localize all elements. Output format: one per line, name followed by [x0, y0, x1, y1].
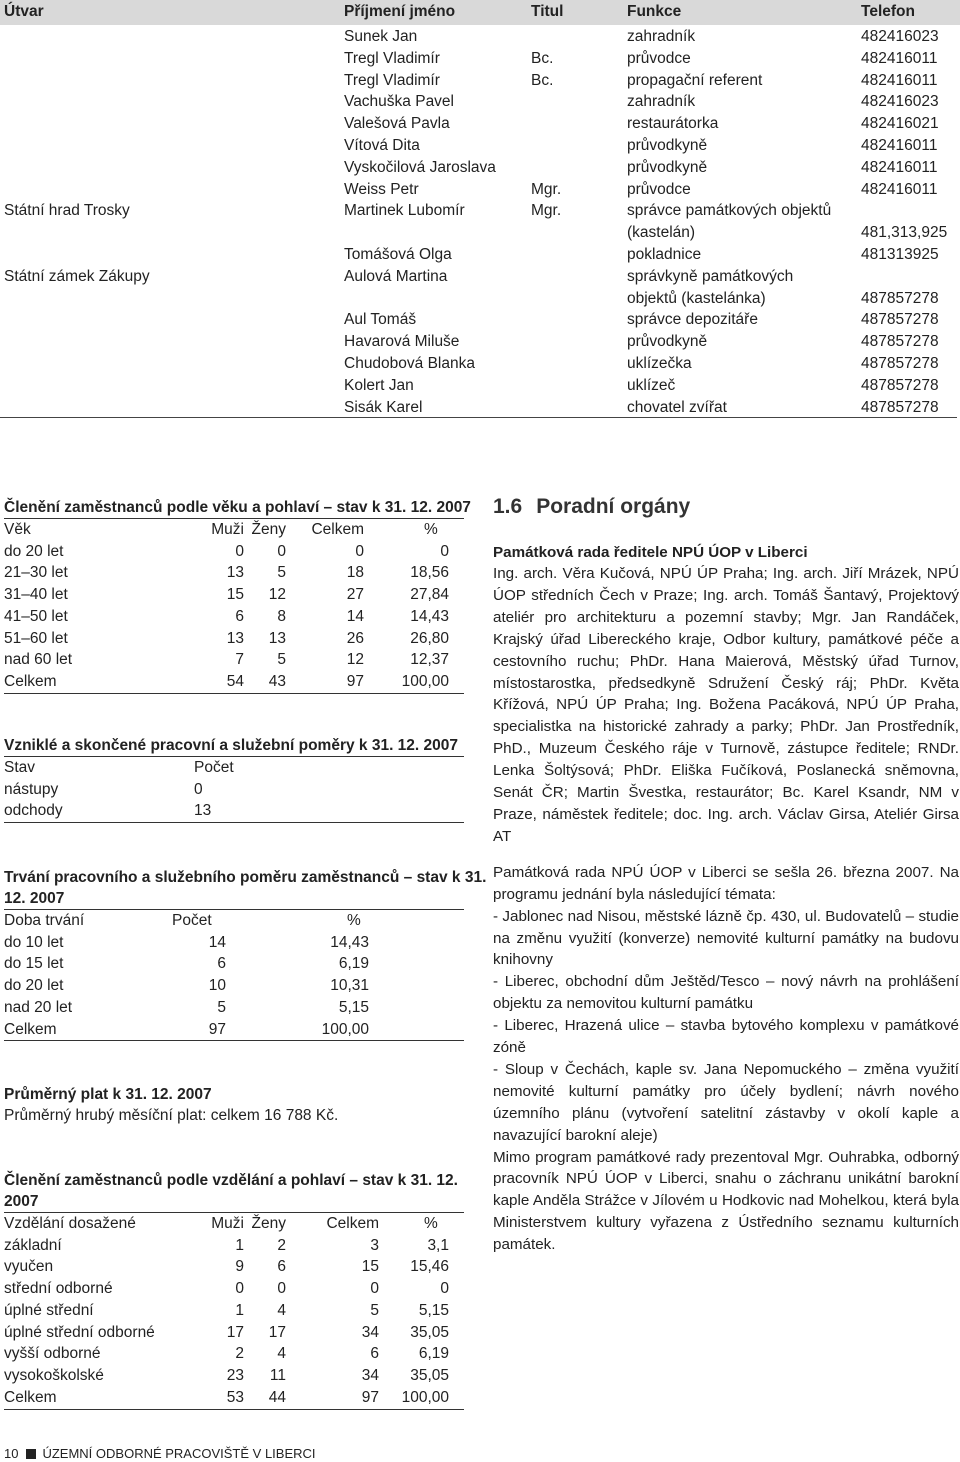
age_table-cell: 0	[355, 542, 364, 560]
education_table-cell: 97	[361, 1389, 379, 1407]
duration_table-row	[4, 932, 464, 954]
education_table-cell: základní	[4, 1236, 62, 1254]
education_table-row	[4, 1235, 464, 1257]
page-number: 10	[4, 1446, 19, 1461]
duration_table-cell: 10,31	[330, 977, 369, 995]
duration_table-header-cell: Doba trvání	[4, 912, 85, 929]
education_table-cell: 15,46	[410, 1258, 449, 1276]
employment_table-header	[4, 756, 464, 779]
age_table-cell: 26	[346, 629, 364, 647]
age_table-cell: 26,80	[410, 629, 449, 647]
age_table-cell: do 20 let	[4, 542, 64, 560]
age_table-header	[4, 518, 464, 541]
meeting-intro: Památková rada NPÚ ÚOP v Liberci se sešla 26. března 2007. Na programu jednání byla následující témata:	[493, 863, 959, 903]
age_table-cell: 0	[440, 542, 449, 560]
staff-row	[0, 69, 960, 91]
staff-name: Weiss Petr	[344, 180, 419, 198]
age_table-cell: 41–50 let	[4, 607, 68, 625]
age_table-row	[4, 649, 464, 671]
staff-name: Havarová Miluše	[344, 333, 460, 351]
age_table-header-cell: Celkem	[311, 521, 364, 538]
age_table-header-cell: Muži	[211, 521, 244, 538]
square-bullet-icon	[26, 1449, 36, 1459]
staff-funkce: restaurátorka	[627, 115, 719, 133]
education_table-row	[4, 1278, 464, 1300]
staff-telefon: 482416023	[861, 93, 939, 111]
duration_table-cell: 10	[208, 977, 226, 995]
staff-name: Aul Tomáš	[344, 311, 417, 329]
staff-row	[0, 396, 960, 418]
employment-table	[4, 756, 464, 823]
age_table-row	[4, 606, 464, 628]
education_table-cell: 0	[440, 1280, 449, 1298]
education_table-row	[4, 1387, 464, 1410]
education_table-cell: 35,05	[410, 1367, 449, 1385]
staff-funkce: zahradník	[627, 28, 696, 45]
duration_table-cell: do 10 let	[4, 933, 64, 951]
council-subheading: Památková rada ředitele NPÚ ÚOP v Liberci	[493, 544, 808, 561]
age-table-title: Členění zaměstnanců podle věku a pohlaví – stav k 31. 12. 2007	[4, 499, 471, 516]
duration_table-cell: 6	[217, 955, 226, 973]
staff-name: Martinek Lubomír	[344, 202, 465, 220]
header-telefon: Telefon	[861, 3, 915, 20]
section-heading	[493, 492, 959, 522]
staff-funkce: průvodkyně	[627, 158, 708, 176]
staff-funkce: uklízeč	[627, 376, 676, 394]
staff-telefon: 487857278	[861, 354, 939, 372]
education_table-cell: úplné střední odborné	[4, 1323, 155, 1341]
age_table-cell: 5	[277, 564, 286, 582]
employment-table-title: Vzniklé a skončené pracovní a služební poměry k 31. 12. 2007	[4, 737, 459, 754]
age_table-row	[4, 584, 464, 606]
staff-telefon: 487857278	[861, 311, 939, 329]
staff-telefon: 487857278	[861, 333, 939, 351]
staff-telefon: 482416011	[861, 158, 938, 176]
duration_table-header-cell: Počet	[172, 912, 212, 929]
age-table	[4, 518, 464, 694]
staff-funkce: propagační referent	[627, 71, 763, 89]
employment_table-cell: nástupy	[4, 780, 59, 798]
duration_table-cell: 5	[217, 998, 226, 1016]
education_table-cell: 4	[277, 1301, 286, 1319]
staff-funkce: průvodkyně	[627, 136, 708, 154]
staff-table-bottom-rule	[0, 417, 957, 418]
age_table-cell: 18,56	[410, 564, 449, 582]
age_table-cell: 0	[277, 542, 286, 560]
duration_table-cell: 97	[208, 1020, 226, 1038]
age_table-cell: 7	[235, 651, 244, 669]
staff-telefon: 487857278	[861, 376, 939, 394]
age_table-cell: 0	[235, 542, 244, 560]
education-table	[4, 1212, 464, 1410]
section-number: 1.6	[493, 495, 523, 518]
staff-row	[0, 112, 960, 134]
staff-telefon: 487857278	[861, 289, 939, 307]
staff-funkce: zahradník	[627, 93, 696, 111]
topic-4: - Sloup v Čechách, kaple sv. Jana Nepomuckého – změna využití nemovité kulturní památky pro účely bydlení; návrh nového územního plánu (vytvoření satelitní zástavby v okolí kaple a navazující barokní aleje)	[493, 1060, 959, 1144]
age_table-row	[4, 628, 464, 650]
staff-name: Tregl Vladimír	[344, 71, 440, 89]
education_table-row	[4, 1343, 464, 1365]
education_table-cell: 1	[235, 1301, 244, 1319]
education-table-block	[4, 1170, 464, 1410]
staff-utvar: Státní hrad Trosky	[4, 202, 130, 220]
education_table-header-cell: Muži	[211, 1215, 244, 1232]
duration-table	[4, 909, 464, 1041]
education_table-cell: 6	[370, 1345, 379, 1363]
age_table-cell: 13	[226, 564, 244, 582]
staff-funkce: průvodce	[627, 49, 691, 67]
staff-row	[0, 352, 960, 374]
staff-name: Valešová Pavla	[344, 115, 450, 133]
duration-table-title-2: 12. 2007	[4, 890, 65, 907]
duration-table-title-1: Trvání pracovního a služebního poměru zaměstnanců – stav k 31.	[4, 869, 487, 886]
staff-titul: Bc.	[531, 49, 554, 67]
education_table-cell: 9	[235, 1258, 244, 1276]
age_table-cell: 14	[346, 607, 364, 625]
staff-row	[0, 47, 960, 69]
staff-row	[0, 156, 960, 178]
age_table-cell: 54	[226, 673, 244, 691]
staff-funkce: správce památkových objektů	[627, 202, 832, 220]
staff-telefon: 487857278	[861, 398, 939, 416]
staff-row	[0, 265, 960, 309]
age_table-row	[4, 671, 464, 694]
staff-table-header	[0, 0, 960, 25]
staff-row	[0, 374, 960, 396]
education_table-cell: 0	[235, 1280, 244, 1298]
staff-row	[0, 25, 960, 47]
age_table-cell: 13	[268, 629, 286, 647]
duration_table-row	[4, 1019, 464, 1042]
education_table-cell: 5	[370, 1301, 379, 1319]
education_table-cell: 53	[226, 1389, 244, 1407]
staff-telefon: 481313925	[861, 245, 939, 263]
staff-row	[0, 178, 960, 200]
salary-title: Průměrný plat k 31. 12. 2007	[4, 1086, 212, 1103]
duration_table-cell: do 15 let	[4, 955, 64, 973]
staff-name: Vyskočilová Jaroslava	[344, 158, 496, 176]
education_table-cell: 44	[268, 1389, 286, 1407]
duration_table-row	[4, 975, 464, 997]
staff-name: Kolert Jan	[344, 376, 414, 394]
age_table-cell: 12,37	[410, 651, 449, 669]
age_table-header-cell: %	[424, 521, 438, 538]
staff-row	[0, 330, 960, 352]
council-members: Ing. arch. Věra Kučová, NPÚ ÚP Praha; Ing. arch. Jiří Mrázek, NPÚ ÚOP středních Čech v Praze; Ing. arch. Tomáš Šantavý, Projektový ateliér pro architekturu a pozemní stavby; Mgr. Jan Randáček, Krajský úřad Libereckého kraje, Odbor kultury, památkové péče a cestovního ruchu; PhDr. Hana Maierová, Městský úřad Turnov, místostarostka, předsedkyně Sdružení Český ráj; PhDr. Květa Křížová, NPÚ ÚP Praha; Ing. Božena Pacáková, NPÚ ÚP Praha, specialistka na historické zahrady a parky; PhDr. Jan Prostředník, PhD., Muzeum Českého ráje v Turnově, zástupce ředitele; RNDr. Lenka Šoltýsová; PhDr. Eliška Fučíková, Poslanecká sněmovna, Senát ČR; Martin Švestka, restaurátor; Bc. Karel Ksandr, NM v Praze, náměstek ředitele; doc. Ing. arch. Václav Girsa, Ateliér Girsa AT	[493, 565, 959, 845]
staff-funkce: průvodce	[627, 180, 691, 198]
education_table-cell: 6	[277, 1258, 286, 1276]
education_table-row	[4, 1365, 464, 1387]
age_table-header-cell: Ženy	[251, 521, 286, 538]
staff-telefon: 482416021	[861, 115, 939, 133]
header-titul: Titul	[531, 3, 564, 20]
education_table-cell: úplné střední	[4, 1301, 94, 1319]
education_table-cell: 1	[235, 1236, 244, 1254]
education_table-row	[4, 1322, 464, 1344]
staff-telefon: 482416011	[861, 136, 938, 154]
education_table-cell: 35,05	[410, 1323, 449, 1341]
staff-row	[0, 134, 960, 156]
age_table-cell: 21–30 let	[4, 564, 68, 582]
staff-name: Tomášová Olga	[344, 245, 452, 263]
age_table-cell: 43	[268, 673, 286, 691]
duration_table-header-cell: %	[347, 912, 361, 929]
education_table-cell: střední odborné	[4, 1280, 113, 1298]
education_table-cell: 3	[370, 1236, 379, 1254]
staff-utvar: Státní zámek Zákupy	[4, 267, 150, 285]
education_table-cell: 17	[268, 1323, 286, 1341]
education_table-cell: 3,1	[427, 1236, 449, 1254]
header-funkce: Funkce	[627, 3, 682, 20]
topic-1: - Jablonec nad Nisou, městské lázně čp. 430, ul. Budovatelů – studie na změnu využití (konverze) nemovité kulturní památky na budovu knihovny	[493, 907, 959, 969]
salary-text: Průměrný hrubý měsíční plat: celkem 16 788 Kč.	[4, 1107, 339, 1124]
age_table-cell: 5	[277, 651, 286, 669]
education_table-header	[4, 1212, 464, 1235]
education_table-header-cell: Ženy	[251, 1215, 286, 1232]
age_table-cell: 100,00	[401, 673, 449, 691]
staff-telefon: 482416023	[861, 28, 939, 45]
staff-name: Chudobová Blanka	[344, 354, 475, 372]
education_table-cell: 5,15	[418, 1301, 449, 1319]
staff-funkce: chovatel zvířat	[627, 398, 727, 416]
age_table-cell: 6	[235, 607, 244, 625]
duration_table-cell: 14	[208, 933, 226, 951]
age_table-cell: 8	[277, 607, 286, 625]
age_table-cell: 31–40 let	[4, 586, 68, 604]
education_table-cell: Celkem	[4, 1389, 57, 1407]
staff-row	[0, 90, 960, 112]
education_table-cell: 15	[361, 1258, 379, 1276]
duration_table-cell: do 20 let	[4, 977, 64, 995]
staff-name: Aulová Martina	[344, 267, 448, 285]
age-table-block	[4, 497, 471, 694]
education_table-header-cell: Vzdělání dosažené	[4, 1215, 136, 1232]
education_table-cell: 34	[361, 1367, 379, 1385]
age_table-row	[4, 541, 464, 563]
education_table-cell: 4	[277, 1345, 286, 1363]
advisory-section	[493, 492, 959, 1256]
closing-paragraph: Mimo program památkové rady prezentoval Mgr. Ouhrabka, odborný pracovník NPÚ ÚOP v Liberci, snahu o záchranu unikátní barokní kaple Anděla Strážce v Jílovém u Hodkovic nad Mohelkou, která byla Ministerstvem kultury vyřazena z Ústředního seznamu kulturních památek.	[493, 1148, 959, 1254]
age_table-cell: 51–60 let	[4, 629, 68, 647]
employment_table-row	[4, 800, 464, 823]
employment_table-header-cell: Počet	[194, 759, 234, 776]
education_table-header-cell: Celkem	[326, 1215, 379, 1232]
education-table-title-1: Členění zaměstnanců podle vzdělání a pohlaví – stav k 31. 12.	[4, 1172, 458, 1189]
staff-telefon: 482416011	[861, 180, 938, 198]
education_table-cell: 0	[370, 1280, 379, 1298]
staff-row	[0, 199, 960, 243]
section-title: Poradní orgány	[536, 495, 691, 518]
education_table-cell: vysokoškolské	[4, 1367, 104, 1385]
education-table-title-2: 2007	[4, 1193, 39, 1210]
employment_table-cell: odchody	[4, 802, 63, 820]
education_table-cell: 34	[361, 1323, 379, 1341]
education_table-cell: 23	[226, 1367, 244, 1385]
education_table-row	[4, 1300, 464, 1322]
duration_table-row	[4, 953, 464, 975]
employment-table-block	[4, 735, 464, 823]
age_table-cell: 15	[226, 586, 244, 604]
education_table-header-cell: %	[424, 1215, 438, 1232]
duration_table-cell: nad 20 let	[4, 998, 73, 1016]
employment_table-cell: 0	[194, 780, 203, 798]
staff-telefon: 482416011	[861, 71, 938, 89]
education_table-cell: 0	[277, 1280, 286, 1298]
age_table-cell: nad 60 let	[4, 651, 73, 669]
education_table-cell: 6,19	[418, 1345, 449, 1363]
employment_table-row	[4, 779, 464, 801]
staff-titul: Bc.	[531, 71, 554, 89]
topic-2: - Liberec, obchodní dům Ještěd/Tesco – nový návrh na prohlášení objektu za nemovitou kulturní památku	[493, 973, 959, 1013]
staff-name: Sisák Karel	[344, 398, 423, 416]
duration-table-block	[4, 867, 486, 1041]
staff-funkce: průvodkyně	[627, 333, 708, 351]
age_table-cell: 13	[226, 629, 244, 647]
staff-funkce: správkyně památkových	[627, 267, 794, 285]
header-name: Příjmení jméno	[344, 3, 456, 20]
staff-funkce-cont: objektů (kastelánka)	[627, 289, 766, 307]
duration_table-cell: 14,43	[330, 933, 369, 951]
staff-telefon: 482416011	[861, 49, 938, 67]
education_table-cell: 2	[277, 1236, 286, 1254]
staff-table-body	[0, 25, 960, 417]
footer-text: ÚZEMNÍ ODBORNÉ PRACOVIŠTĚ V LIBERCI	[42, 1446, 316, 1461]
staff-table	[0, 0, 960, 417]
duration_table-row	[4, 997, 464, 1019]
duration_table-cell: Celkem	[4, 1020, 57, 1038]
employment_table-cell: 13	[194, 802, 212, 820]
age_table-cell: 12	[268, 586, 286, 604]
staff-titul: Mgr.	[531, 180, 562, 198]
staff-funkce: správce depozitáře	[627, 311, 758, 329]
education_table-cell: vyšší odborné	[4, 1345, 101, 1363]
duration_table-header	[4, 909, 464, 932]
staff-row	[0, 308, 960, 330]
staff-telefon: 481,313,925	[861, 224, 948, 242]
age_table-row	[4, 562, 464, 584]
staff-funkce: uklízečka	[627, 354, 692, 372]
duration_table-cell: 6,19	[338, 955, 369, 973]
salary-block	[4, 1084, 338, 1126]
education_table-cell: 11	[269, 1367, 286, 1385]
staff-funkce: pokladnice	[627, 245, 702, 263]
age_table-header-cell: Věk	[4, 521, 31, 538]
topic-3: - Liberec, Hrazená ulice – stavba bytového komplexu v památkové zóně	[493, 1017, 959, 1057]
age_table-cell: 12	[346, 651, 364, 669]
staff-name: Tregl Vladimír	[344, 49, 440, 67]
staff-name: Sunek Jan	[344, 28, 418, 45]
education_table-cell: 2	[235, 1345, 244, 1363]
age_table-cell: 27,84	[410, 586, 449, 604]
education_table-cell: 100,00	[401, 1389, 449, 1407]
age_table-cell: 18	[346, 564, 364, 582]
age_table-cell: 27	[346, 586, 364, 604]
staff-name: Vítová Dita	[344, 136, 420, 154]
page-footer	[4, 1446, 316, 1461]
age_table-cell: 97	[346, 673, 364, 691]
age_table-cell: Celkem	[4, 673, 57, 691]
staff-titul: Mgr.	[531, 202, 562, 220]
header-utvar: Útvar	[4, 3, 44, 20]
education_table-cell: 17	[226, 1323, 244, 1341]
duration_table-cell: 5,15	[338, 998, 369, 1016]
duration_table-cell: 100,00	[321, 1020, 369, 1038]
education_table-cell: vyučen	[4, 1258, 54, 1276]
staff-row	[0, 243, 960, 265]
staff-funkce-cont: (kastelán)	[627, 224, 696, 242]
education_table-row	[4, 1256, 464, 1278]
age_table-cell: 14,43	[410, 607, 449, 625]
staff-name: Vachuška Pavel	[344, 93, 454, 111]
employment_table-header-cell: Stav	[4, 759, 36, 776]
